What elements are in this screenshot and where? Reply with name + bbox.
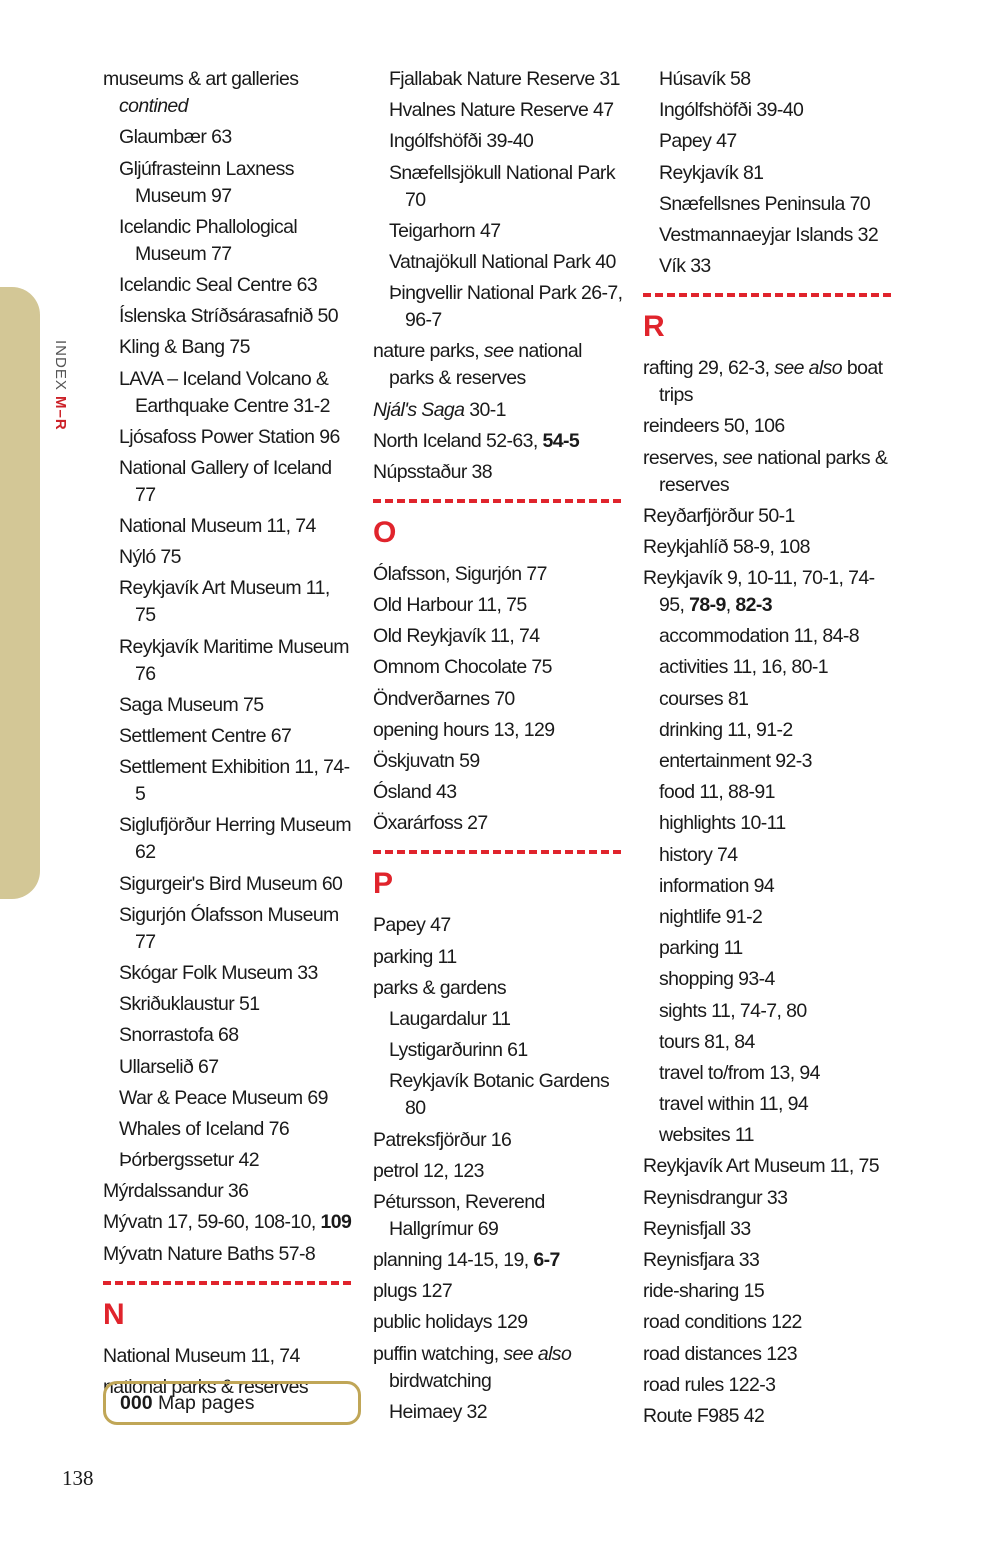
entry-text: travel within 11, 94 bbox=[659, 1093, 809, 1116]
index-entry bbox=[373, 748, 625, 775]
index-entry bbox=[373, 66, 625, 93]
entry-text: Papey 47 bbox=[373, 914, 451, 937]
entry-text: Reykjavík Botanic Gardens 80 bbox=[389, 1070, 610, 1120]
entry-text: see bbox=[483, 340, 514, 363]
entry-text: 30-1 bbox=[464, 398, 506, 421]
entry-text: Heimaey 32 bbox=[389, 1400, 488, 1423]
index-entry bbox=[643, 1278, 895, 1305]
legend-text: Map pages bbox=[152, 1392, 255, 1414]
index-entry bbox=[373, 280, 625, 334]
index-entry bbox=[643, 717, 895, 744]
index-entry bbox=[373, 1189, 625, 1243]
index-entry bbox=[103, 723, 353, 750]
entry-text: National Museum 11, 74 bbox=[103, 1344, 300, 1367]
index-entry bbox=[643, 1341, 895, 1368]
index-entry bbox=[373, 1309, 625, 1336]
entry-text: Pétursson, Reverend Hallgrímur 69 bbox=[373, 1190, 545, 1240]
entry-text: road conditions 122 bbox=[643, 1311, 802, 1334]
entry-text: Nýló 75 bbox=[119, 546, 181, 569]
index-entry bbox=[373, 1278, 625, 1305]
index-entry bbox=[373, 1068, 625, 1122]
index-entry bbox=[643, 66, 895, 93]
index-entry bbox=[103, 455, 353, 509]
index-entry bbox=[643, 1091, 895, 1118]
index-entry bbox=[643, 128, 895, 155]
section-letter: N bbox=[103, 1297, 125, 1331]
entry-text: Húsavík 58 bbox=[659, 68, 751, 90]
index-entry bbox=[373, 1006, 625, 1033]
index-entry bbox=[643, 873, 895, 900]
index-entry bbox=[103, 272, 353, 299]
entry-text: Snæfellsjökull National Park 70 bbox=[389, 161, 615, 211]
index-side-tab bbox=[0, 287, 40, 899]
entry-text: Route F985 42 bbox=[643, 1404, 765, 1427]
entry-text: entertainment 92-3 bbox=[659, 750, 812, 772]
index-entry bbox=[373, 97, 625, 124]
entry-text: Old Harbour 11, 75 bbox=[373, 594, 527, 617]
index-entry bbox=[373, 623, 625, 650]
entry-text: national parks & reserves bbox=[389, 340, 582, 390]
index-entry bbox=[373, 249, 625, 276]
section-divider bbox=[373, 850, 621, 854]
index-entry bbox=[643, 904, 895, 931]
entry-text: Omnom Chocolate 75 bbox=[373, 656, 552, 679]
entry-text: nightlife 91-2 bbox=[659, 905, 763, 928]
index-entry bbox=[103, 66, 353, 93]
entry-text: National Gallery of Iceland 77 bbox=[119, 456, 332, 506]
entry-text: activities 11, 16, 80-1 bbox=[659, 656, 829, 679]
index-entry bbox=[373, 1399, 625, 1426]
legend-sample: 000 bbox=[120, 1392, 153, 1414]
entry-text: Teigarhorn 47 bbox=[389, 219, 501, 242]
index-column-2 bbox=[373, 66, 625, 1430]
index-entry bbox=[373, 1158, 625, 1185]
entry-text: highlights 10-11 bbox=[659, 812, 786, 835]
index-entry bbox=[103, 871, 353, 898]
entry-text: Þingvellir National Park 26-7, 96-7 bbox=[389, 282, 623, 332]
entry-text: food 11, 88-91 bbox=[659, 781, 775, 804]
entry-text: Hvalnes Nature Reserve 47 bbox=[389, 99, 614, 122]
entry-text: contined bbox=[119, 95, 188, 118]
index-entry bbox=[103, 812, 353, 866]
entry-text: Icelandic Seal Centre 63 bbox=[119, 273, 318, 296]
entry-text: planning 14-15, 19, bbox=[373, 1249, 534, 1272]
index-entry bbox=[643, 413, 895, 440]
index-entry bbox=[373, 654, 625, 681]
index-entry bbox=[373, 592, 625, 619]
index-entry bbox=[103, 575, 353, 629]
entry-text: Öskjuvatn 59 bbox=[373, 750, 480, 772]
index-entry bbox=[373, 459, 625, 486]
index-entry bbox=[373, 1127, 625, 1154]
index-entry bbox=[103, 156, 353, 210]
entry-text: Icelandic Phallological Museum 77 bbox=[119, 215, 298, 265]
index-entry bbox=[103, 93, 353, 120]
entry-text: Snæfellsnes Peninsula 70 bbox=[659, 192, 871, 215]
entry-text: Old Reykjavík 11, 74 bbox=[373, 625, 540, 648]
entry-text: 109 bbox=[320, 1211, 352, 1234]
entry-text: courses 81 bbox=[659, 687, 749, 710]
entry-text: parks & gardens bbox=[373, 976, 506, 999]
index-entry bbox=[103, 1147, 353, 1174]
index-entry bbox=[103, 303, 353, 330]
index-entry bbox=[103, 334, 353, 361]
entry-text: Laugardalur 11 bbox=[389, 1007, 511, 1030]
entry-text: Whales of Iceland 76 bbox=[119, 1117, 290, 1140]
index-entry bbox=[643, 160, 895, 187]
index-entry bbox=[373, 810, 625, 837]
index-entry bbox=[643, 97, 895, 124]
entry-text: road rules 122-3 bbox=[643, 1373, 776, 1396]
entry-text: rafting 29, 62-3, bbox=[643, 357, 775, 380]
index-entry bbox=[643, 810, 895, 837]
index-range: M–R bbox=[52, 396, 69, 431]
section-letter: R bbox=[643, 310, 665, 344]
entry-text: Glaumbær 63 bbox=[119, 126, 232, 149]
index-entry bbox=[373, 1247, 625, 1274]
entry-text: Sigurjón Ólafsson Museum 77 bbox=[119, 903, 339, 953]
entry-text: Ólafsson, Sigurjón 77 bbox=[373, 562, 547, 585]
index-entry bbox=[103, 544, 353, 571]
entry-text: Núpsstaður 38 bbox=[373, 460, 493, 483]
index-entry bbox=[373, 561, 625, 588]
index-entry bbox=[643, 779, 895, 806]
entry-text: opening hours 13, 129 bbox=[373, 718, 555, 741]
entry-text: 82-3 bbox=[735, 594, 773, 617]
section-divider bbox=[373, 499, 621, 503]
entry-text: see also bbox=[503, 1342, 572, 1365]
index-entry bbox=[643, 623, 895, 650]
entry-text: see bbox=[722, 446, 753, 469]
entry-text: LAVA – Iceland Volcano & Earthquake Centre 31-2 bbox=[119, 367, 330, 417]
entry-text: Þórbergssetur 42 bbox=[119, 1149, 259, 1172]
entry-text: Öxarárfoss 27 bbox=[373, 812, 488, 835]
entry-text: North Iceland 52-63, bbox=[373, 429, 543, 452]
entry-text: Papey 47 bbox=[659, 130, 737, 153]
index-label: INDEX bbox=[52, 340, 69, 397]
entry-text: Vestmannaeyjar Islands 32 bbox=[659, 223, 879, 246]
entry-text: websites 11 bbox=[659, 1124, 754, 1147]
entry-text: nature parks, bbox=[373, 340, 484, 363]
index-entry bbox=[103, 1022, 353, 1049]
entry-text: Njál's Saga bbox=[373, 398, 465, 421]
entry-text: Gljúfrasteinn Laxness Museum 97 bbox=[119, 157, 294, 207]
entry-text: drinking 11, 91-2 bbox=[659, 718, 793, 741]
entry-text: shopping 93-4 bbox=[659, 968, 775, 991]
entry-text: 6-7 bbox=[533, 1249, 560, 1272]
entry-text: Mývatn 17, 59-60, 108-10, bbox=[103, 1211, 321, 1234]
entry-text: National Museum 11, 74 bbox=[119, 515, 316, 538]
entry-text: Saga Museum 75 bbox=[119, 693, 264, 716]
index-entry bbox=[373, 218, 625, 245]
entry-text: Reynisdrangur 33 bbox=[643, 1186, 788, 1209]
index-column-1 bbox=[103, 66, 353, 1405]
entry-text: boat trips bbox=[659, 357, 883, 407]
index-entry bbox=[643, 966, 895, 993]
index-entry bbox=[643, 534, 895, 561]
index-entry bbox=[643, 1247, 895, 1274]
entry-text: Skriðuklaustur 51 bbox=[119, 993, 260, 1016]
index-entry bbox=[643, 1029, 895, 1056]
entry-text: Öndverðarnes 70 bbox=[373, 687, 515, 710]
index-entry bbox=[643, 1309, 895, 1336]
entry-text: ride-sharing 15 bbox=[643, 1280, 765, 1303]
entry-text: Skógar Folk Museum 33 bbox=[119, 961, 318, 984]
index-entry bbox=[643, 355, 895, 409]
map-pages-legend bbox=[103, 1381, 361, 1425]
index-entry bbox=[373, 397, 625, 424]
index-entry bbox=[373, 912, 625, 939]
entry-text: parking 11 bbox=[659, 937, 743, 960]
entry-text: Ósland 43 bbox=[373, 781, 457, 804]
entry-text: 54-5 bbox=[542, 429, 580, 452]
entry-text: Reykjavík Maritime Museum 76 bbox=[119, 635, 349, 685]
index-entry bbox=[103, 634, 353, 688]
entry-text: reserves, bbox=[643, 446, 723, 469]
index-column-3 bbox=[643, 66, 895, 1434]
entry-text: Settlement Exhibition 11, 74-5 bbox=[119, 756, 350, 806]
index-entry bbox=[103, 1241, 353, 1268]
entry-text: Lystigarðurinn 61 bbox=[389, 1039, 528, 1062]
index-entry bbox=[103, 1054, 353, 1081]
index-entry bbox=[643, 1185, 895, 1212]
index-entry bbox=[103, 513, 353, 540]
index-entry bbox=[373, 338, 625, 392]
entry-text: Reykjavík Art Museum 11, 75 bbox=[119, 577, 330, 627]
entry-text: petrol 12, 123 bbox=[373, 1159, 484, 1182]
index-entry bbox=[643, 253, 895, 280]
entry-text: parking 11 bbox=[373, 945, 457, 968]
entry-text: Kling & Bang 75 bbox=[119, 336, 250, 359]
index-entry bbox=[373, 717, 625, 744]
entry-text: travel to/from 13, 94 bbox=[659, 1061, 820, 1084]
entry-text: Ingólfshöfði 39-40 bbox=[659, 99, 804, 122]
entry-text: Reykjavík 81 bbox=[659, 161, 764, 184]
entry-text: road distances 123 bbox=[643, 1342, 797, 1365]
entry-text: Ullarselið 67 bbox=[119, 1055, 219, 1078]
entry-text: history 74 bbox=[659, 843, 738, 866]
entry-text: national parks & reserves bbox=[103, 1375, 309, 1398]
index-entry bbox=[643, 191, 895, 218]
entry-text: birdwatching bbox=[389, 1369, 492, 1392]
index-entry bbox=[373, 944, 625, 971]
index-entry bbox=[643, 1060, 895, 1087]
index-entry bbox=[103, 1178, 353, 1205]
entry-text: , bbox=[725, 594, 736, 617]
index-entry bbox=[103, 692, 353, 719]
entry-text: Sigurgeir's Bird Museum 60 bbox=[119, 872, 343, 895]
index-entry bbox=[103, 960, 353, 987]
index-entry bbox=[103, 1343, 353, 1370]
index-entry bbox=[103, 1085, 353, 1112]
index-entry bbox=[643, 1216, 895, 1243]
entry-text: museums & art galleries bbox=[103, 68, 299, 90]
entry-text: Patreksfjörður 16 bbox=[373, 1128, 512, 1151]
entry-text: Fjallabak Nature Reserve 31 bbox=[389, 68, 620, 90]
section-divider bbox=[643, 293, 891, 297]
index-entry bbox=[643, 1122, 895, 1149]
index-entry bbox=[643, 222, 895, 249]
index-entry bbox=[643, 1372, 895, 1399]
entry-text: 78-9 bbox=[689, 594, 726, 617]
index-entry bbox=[373, 160, 625, 214]
entry-text: Ingólfshöfði 39-40 bbox=[389, 130, 534, 153]
entry-text: Siglufjörður Herring Museum 62 bbox=[119, 814, 351, 864]
index-entry bbox=[103, 991, 353, 1018]
index-range-label bbox=[52, 340, 69, 431]
entry-text: public holidays 129 bbox=[373, 1311, 528, 1334]
entry-text: reindeers 50, 106 bbox=[643, 415, 785, 438]
section-divider bbox=[103, 1281, 351, 1285]
index-entry bbox=[643, 565, 895, 619]
entry-text: Reykjavík 9, 10-11, 70-1, 74-95, bbox=[643, 567, 875, 617]
entry-text: plugs 127 bbox=[373, 1280, 453, 1303]
entry-text: Mývatn Nature Baths 57-8 bbox=[103, 1242, 316, 1265]
section-letter: O bbox=[373, 515, 397, 549]
index-entry bbox=[373, 128, 625, 155]
index-entry bbox=[643, 748, 895, 775]
entry-text: Reynisfjall 33 bbox=[643, 1217, 751, 1240]
index-entry bbox=[373, 686, 625, 713]
index-entry bbox=[643, 842, 895, 869]
entry-text: Vatnajökull National Park 40 bbox=[389, 250, 616, 273]
entry-text: Íslenska Stríðsárasafnið 50 bbox=[119, 305, 339, 328]
index-entry bbox=[643, 654, 895, 681]
entry-text: information 94 bbox=[659, 874, 775, 897]
page-number: 138 bbox=[62, 1466, 94, 1490]
entry-text: Reykjavík Art Museum 11, 75 bbox=[643, 1155, 879, 1178]
index-entry bbox=[643, 686, 895, 713]
entry-text: Ljósafoss Power Station 96 bbox=[119, 425, 340, 448]
entry-text: Reyðarfjörður 50-1 bbox=[643, 504, 795, 527]
index-entry bbox=[103, 366, 353, 420]
entry-text: War & Peace Museum 69 bbox=[119, 1086, 328, 1109]
index-entry bbox=[373, 428, 625, 455]
index-entry bbox=[643, 1153, 895, 1180]
index-entry bbox=[103, 754, 353, 808]
index-entry bbox=[103, 1209, 353, 1236]
index-entry bbox=[373, 975, 625, 1002]
index-entry bbox=[373, 1037, 625, 1064]
entry-text: Reykjahlíð 58-9, 108 bbox=[643, 535, 810, 558]
entry-text: sights 11, 74-7, 80 bbox=[659, 999, 807, 1022]
entry-text: Reynisfjara 33 bbox=[643, 1249, 760, 1271]
index-entry bbox=[103, 1116, 353, 1143]
index-entry bbox=[103, 424, 353, 451]
entry-text: national parks & reserves bbox=[659, 446, 888, 496]
index-entry bbox=[373, 1341, 625, 1395]
entry-text: accommodation 11, 84-8 bbox=[659, 625, 859, 648]
index-entry bbox=[643, 998, 895, 1025]
entry-text: Snorrastofa 68 bbox=[119, 1024, 239, 1047]
index-entry bbox=[103, 902, 353, 956]
index-entry bbox=[643, 445, 895, 499]
entry-text: puffin watching, bbox=[373, 1342, 504, 1365]
index-entry bbox=[643, 935, 895, 962]
entry-text: tours 81, 84 bbox=[659, 1030, 755, 1053]
entry-text: Vík 33 bbox=[659, 255, 711, 278]
index-entry bbox=[643, 503, 895, 530]
index-entry bbox=[103, 124, 353, 151]
index-entry bbox=[103, 214, 353, 268]
index-entry bbox=[643, 1403, 895, 1430]
section-letter: P bbox=[373, 867, 394, 901]
index-entry bbox=[373, 779, 625, 806]
entry-text: see also bbox=[774, 357, 843, 380]
entry-text: Mýrdalssandur 36 bbox=[103, 1180, 249, 1203]
entry-text: Settlement Centre 67 bbox=[119, 725, 292, 747]
